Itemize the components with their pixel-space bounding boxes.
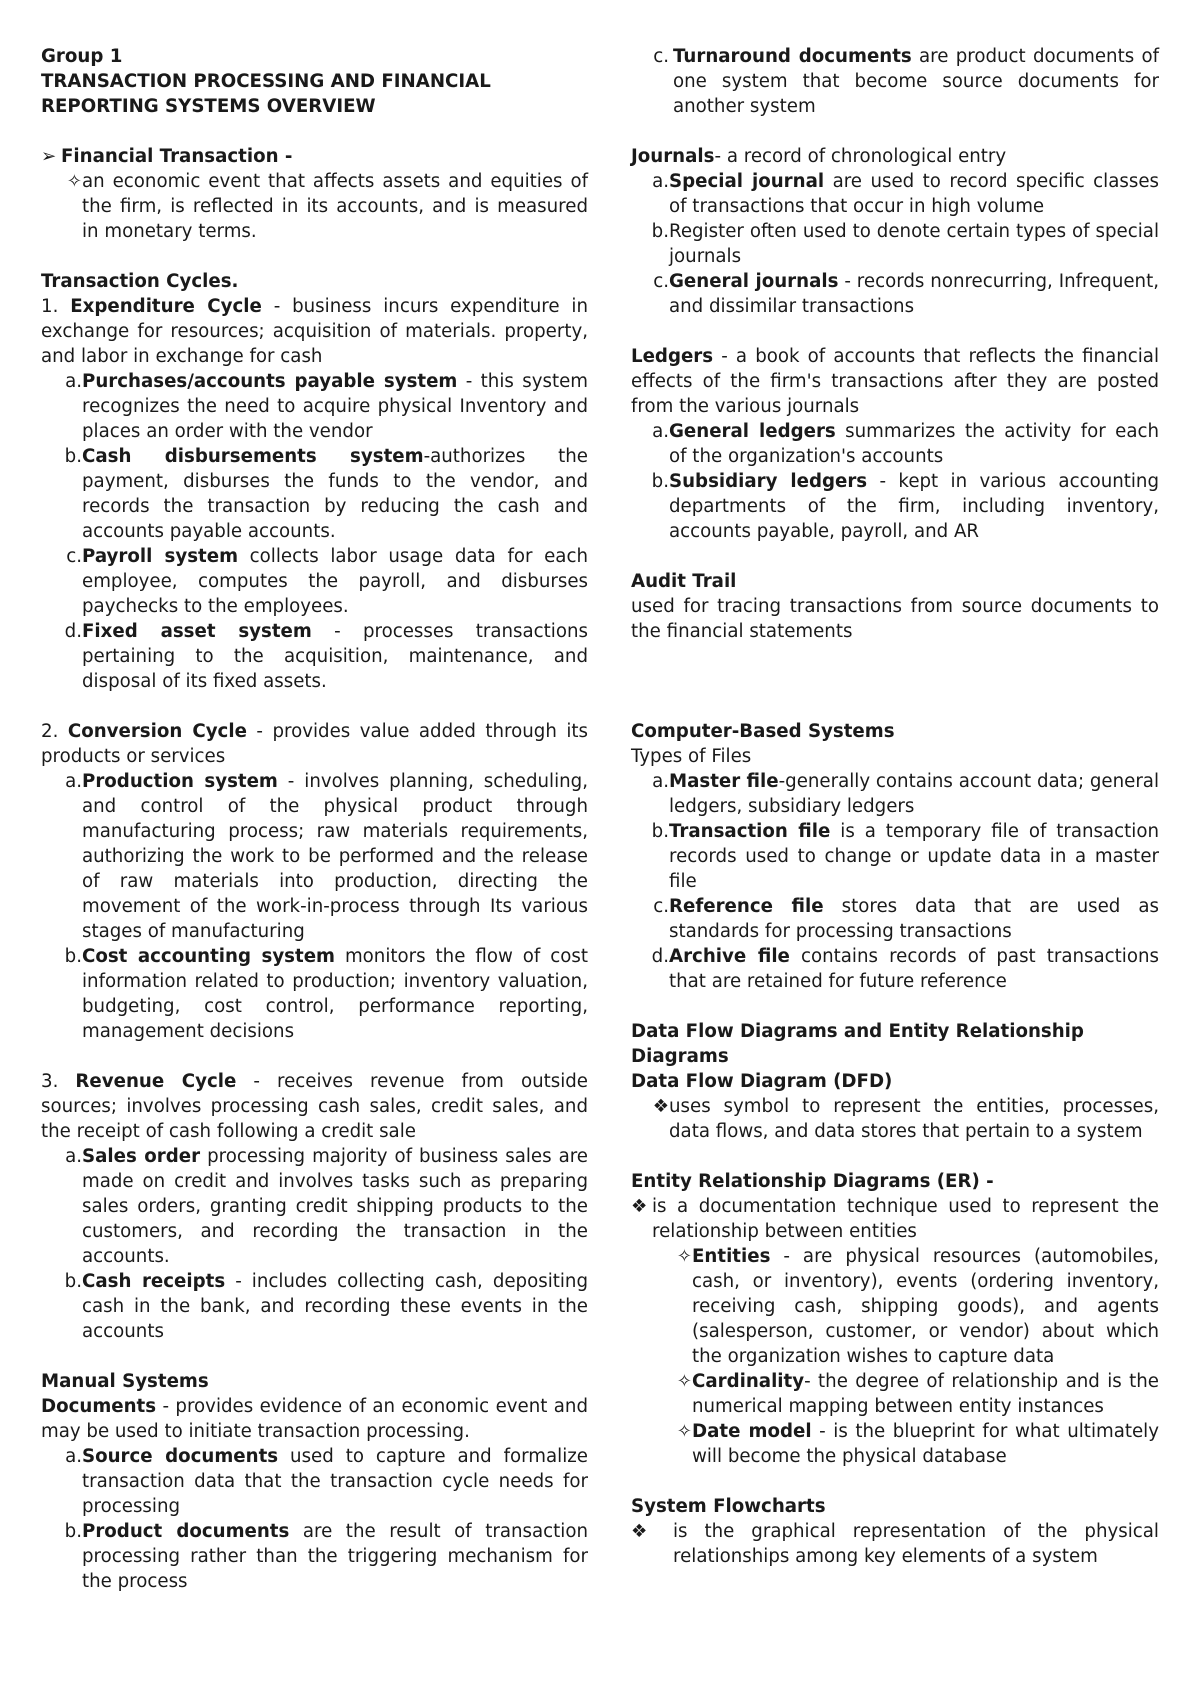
expenditure-item-c: c. Payroll system collects labor usage data for each employee, computes the payroll, and disburses paychecks to the employees.	[66, 546, 588, 617]
expenditure-item-a: a. Purchases/accounts payable system - this system recognizes the need to acquire physical Inventory and places an order with the vendor	[65, 371, 588, 442]
diamond-bullet-icon: ❖	[652, 1096, 669, 1117]
transaction-cycles-heading: Transaction Cycles.	[41, 271, 239, 292]
system-flowcharts-heading: System Flowcharts	[631, 1496, 826, 1517]
journals-item-b: b. Register often used to denote certain types of special journals	[651, 221, 1159, 267]
revenue-cycle-intro: 3. Revenue Cycle - receives revenue from outside sources; involves processing cash sales, credit sales, and the receipt of cash following a credit sale	[41, 1071, 588, 1142]
diamond-bullet-icon: ❖	[631, 1521, 648, 1542]
expenditure-cycle-intro: 1. Expenditure Cycle - business incurs expenditure in exchange for resources; acquisition of materials. property, and labor in exchange for cash	[41, 296, 588, 367]
left-column	[41, 44, 588, 1594]
er-item-date-model: ✧ Date model - is the blueprint for what ultimately will become the physical database	[631, 1419, 1159, 1469]
star-bullet-icon: ✧	[676, 1371, 692, 1392]
financial-transaction-definition: ✧ an economic event that affects assets and equities of the firm, is reflected in its accounts, and is measured in monetary terms.	[41, 169, 588, 244]
files-item-c: c. Reference file stores data that are used as standards for processing transactions	[653, 896, 1159, 942]
manual-systems-heading: Manual Systems	[41, 1371, 209, 1392]
er-definition: ❖ is a documentation technique used to represent the relationship between entities	[631, 1196, 1159, 1242]
documents-item-b: b. Product documents are the result of transaction processing rather than the triggering mechanism for the process	[64, 1521, 588, 1592]
conversion-item-b: b. Cost accounting system monitors the flow of cost information related to production; inventory valuation, budgeting, cost control, performance reporting, management decisions	[64, 946, 588, 1042]
files-item-a: a. Master file-generally contains account data; general ledgers, subsidiary ledgers	[652, 771, 1160, 817]
documents-definition: Documents - provides evidence of an economic event and may be used to initiate transaction processing.	[41, 1396, 588, 1442]
expenditure-item-d: d. Fixed asset system - processes transactions pertaining to the acquisition, maintenance, and disposal of its fixed assets.	[64, 621, 588, 692]
star-bullet-icon: ✧	[676, 1246, 692, 1267]
revenue-item-b: b. Cash receipts - includes collecting cash, depositing cash in the bank, and recording these events in the accounts	[64, 1271, 589, 1342]
diamond-bullet-icon: ❖	[631, 1196, 648, 1217]
journals-heading: Journals- a record of chronological entry	[631, 146, 1007, 167]
conversion-cycle-intro: 2. Conversion Cycle - provides value added through its products or services	[41, 721, 588, 767]
star-bullet-icon: ✧	[66, 171, 82, 192]
types-of-files-subheading: Types of Files	[631, 746, 752, 767]
ledgers-item-b: b. Subsidiary ledgers - kept in various accounting departments of the firm, including inventory, accounts payable, payroll, and AR	[651, 471, 1160, 542]
journals-item-c: c. General journals - records nonrecurring, Infrequent, and dissimilar transactions	[653, 271, 1159, 317]
expenditure-item-b: b. Cash disbursements system-authorizes the payment, disburses the funds to the vendor, and records the transaction by reducing the cash and accounts payable accounts.	[64, 446, 588, 542]
right-column	[631, 44, 1159, 1569]
star-bullet-icon: ✧	[676, 1421, 692, 1442]
financial-transaction-heading: ➢ Financial Transaction -	[41, 146, 293, 167]
revenue-item-a: a. Sales order processing majority of business sales are made on credit and involves tasks such as preparing sales orders, granting credit shipping products to the customers, and recording the transaction in the accounts.	[65, 1146, 588, 1267]
er-item-cardinality: ✧ Cardinality- the degree of relationship and is the numerical mapping between entity instances	[631, 1369, 1159, 1419]
conversion-item-a: a. Production system - involves planning, scheduling, and control of the physical product through manufacturing process; raw materials requirements, authorizing the work to be performed and the release of raw materials into production, directing the movement of the work-in-process through Its various stages of manufacturing	[65, 771, 588, 942]
turnaround-documents-item: c. Turnaround documents are product documents of one system that become source documents for another system	[653, 46, 1159, 117]
ledgers-definition: Ledgers - a book of accounts that reflects the financial effects of the firm's transactions after they are posted from the various journals	[631, 346, 1159, 417]
dfd-subheading: Data Flow Diagram (DFD)	[631, 1071, 893, 1092]
dfd-definition: ❖ uses symbol to represent the entities, processes, data flows, and data stores that pertain to a system	[631, 1094, 1159, 1144]
journals-item-a: a. Special journal are used to record specific classes of transactions that occur in high volume	[652, 171, 1159, 217]
audit-trail-heading: Audit Trail	[631, 571, 737, 592]
er-item-entities: ✧ Entities - are physical resources (automobiles, cash, or inventory), events (ordering inventory, receiving cash, shipping goods), and agents (salesperson, customer, or vendor) about which the organization wishes to capture data	[631, 1244, 1159, 1369]
computer-based-systems-heading: Computer-Based Systems	[631, 721, 895, 742]
document-title: TRANSACTION PROCESSING AND FINANCIAL REPORTING SYSTEMS OVERVIEW	[41, 71, 491, 117]
files-item-d: d. Archive file contains records of past transactions that are retained for future reference	[651, 946, 1159, 992]
files-item-b: b. Transaction file is a temporary file of transaction records used to change or update data in a master file	[651, 821, 1159, 892]
system-flowcharts-definition: ❖ is the graphical representation of the physical relationships among key elements of a system	[631, 1521, 1159, 1567]
er-heading: Entity Relationship Diagrams (ER) -	[631, 1171, 994, 1192]
group-label: Group 1	[41, 46, 123, 67]
ledgers-item-a: a. General ledgers summarizes the activity for each of the organization's accounts	[652, 421, 1159, 467]
arrow-bullet-icon: ➢	[41, 146, 57, 167]
audit-trail-text: used for tracing transactions from source documents to the financial statements	[631, 596, 1159, 642]
diagrams-heading: Data Flow Diagrams and Entity Relationship Diagrams	[631, 1021, 1084, 1067]
documents-item-a: a. Source documents used to capture and formalize transaction data that the transaction cycle needs for processing	[65, 1446, 588, 1517]
